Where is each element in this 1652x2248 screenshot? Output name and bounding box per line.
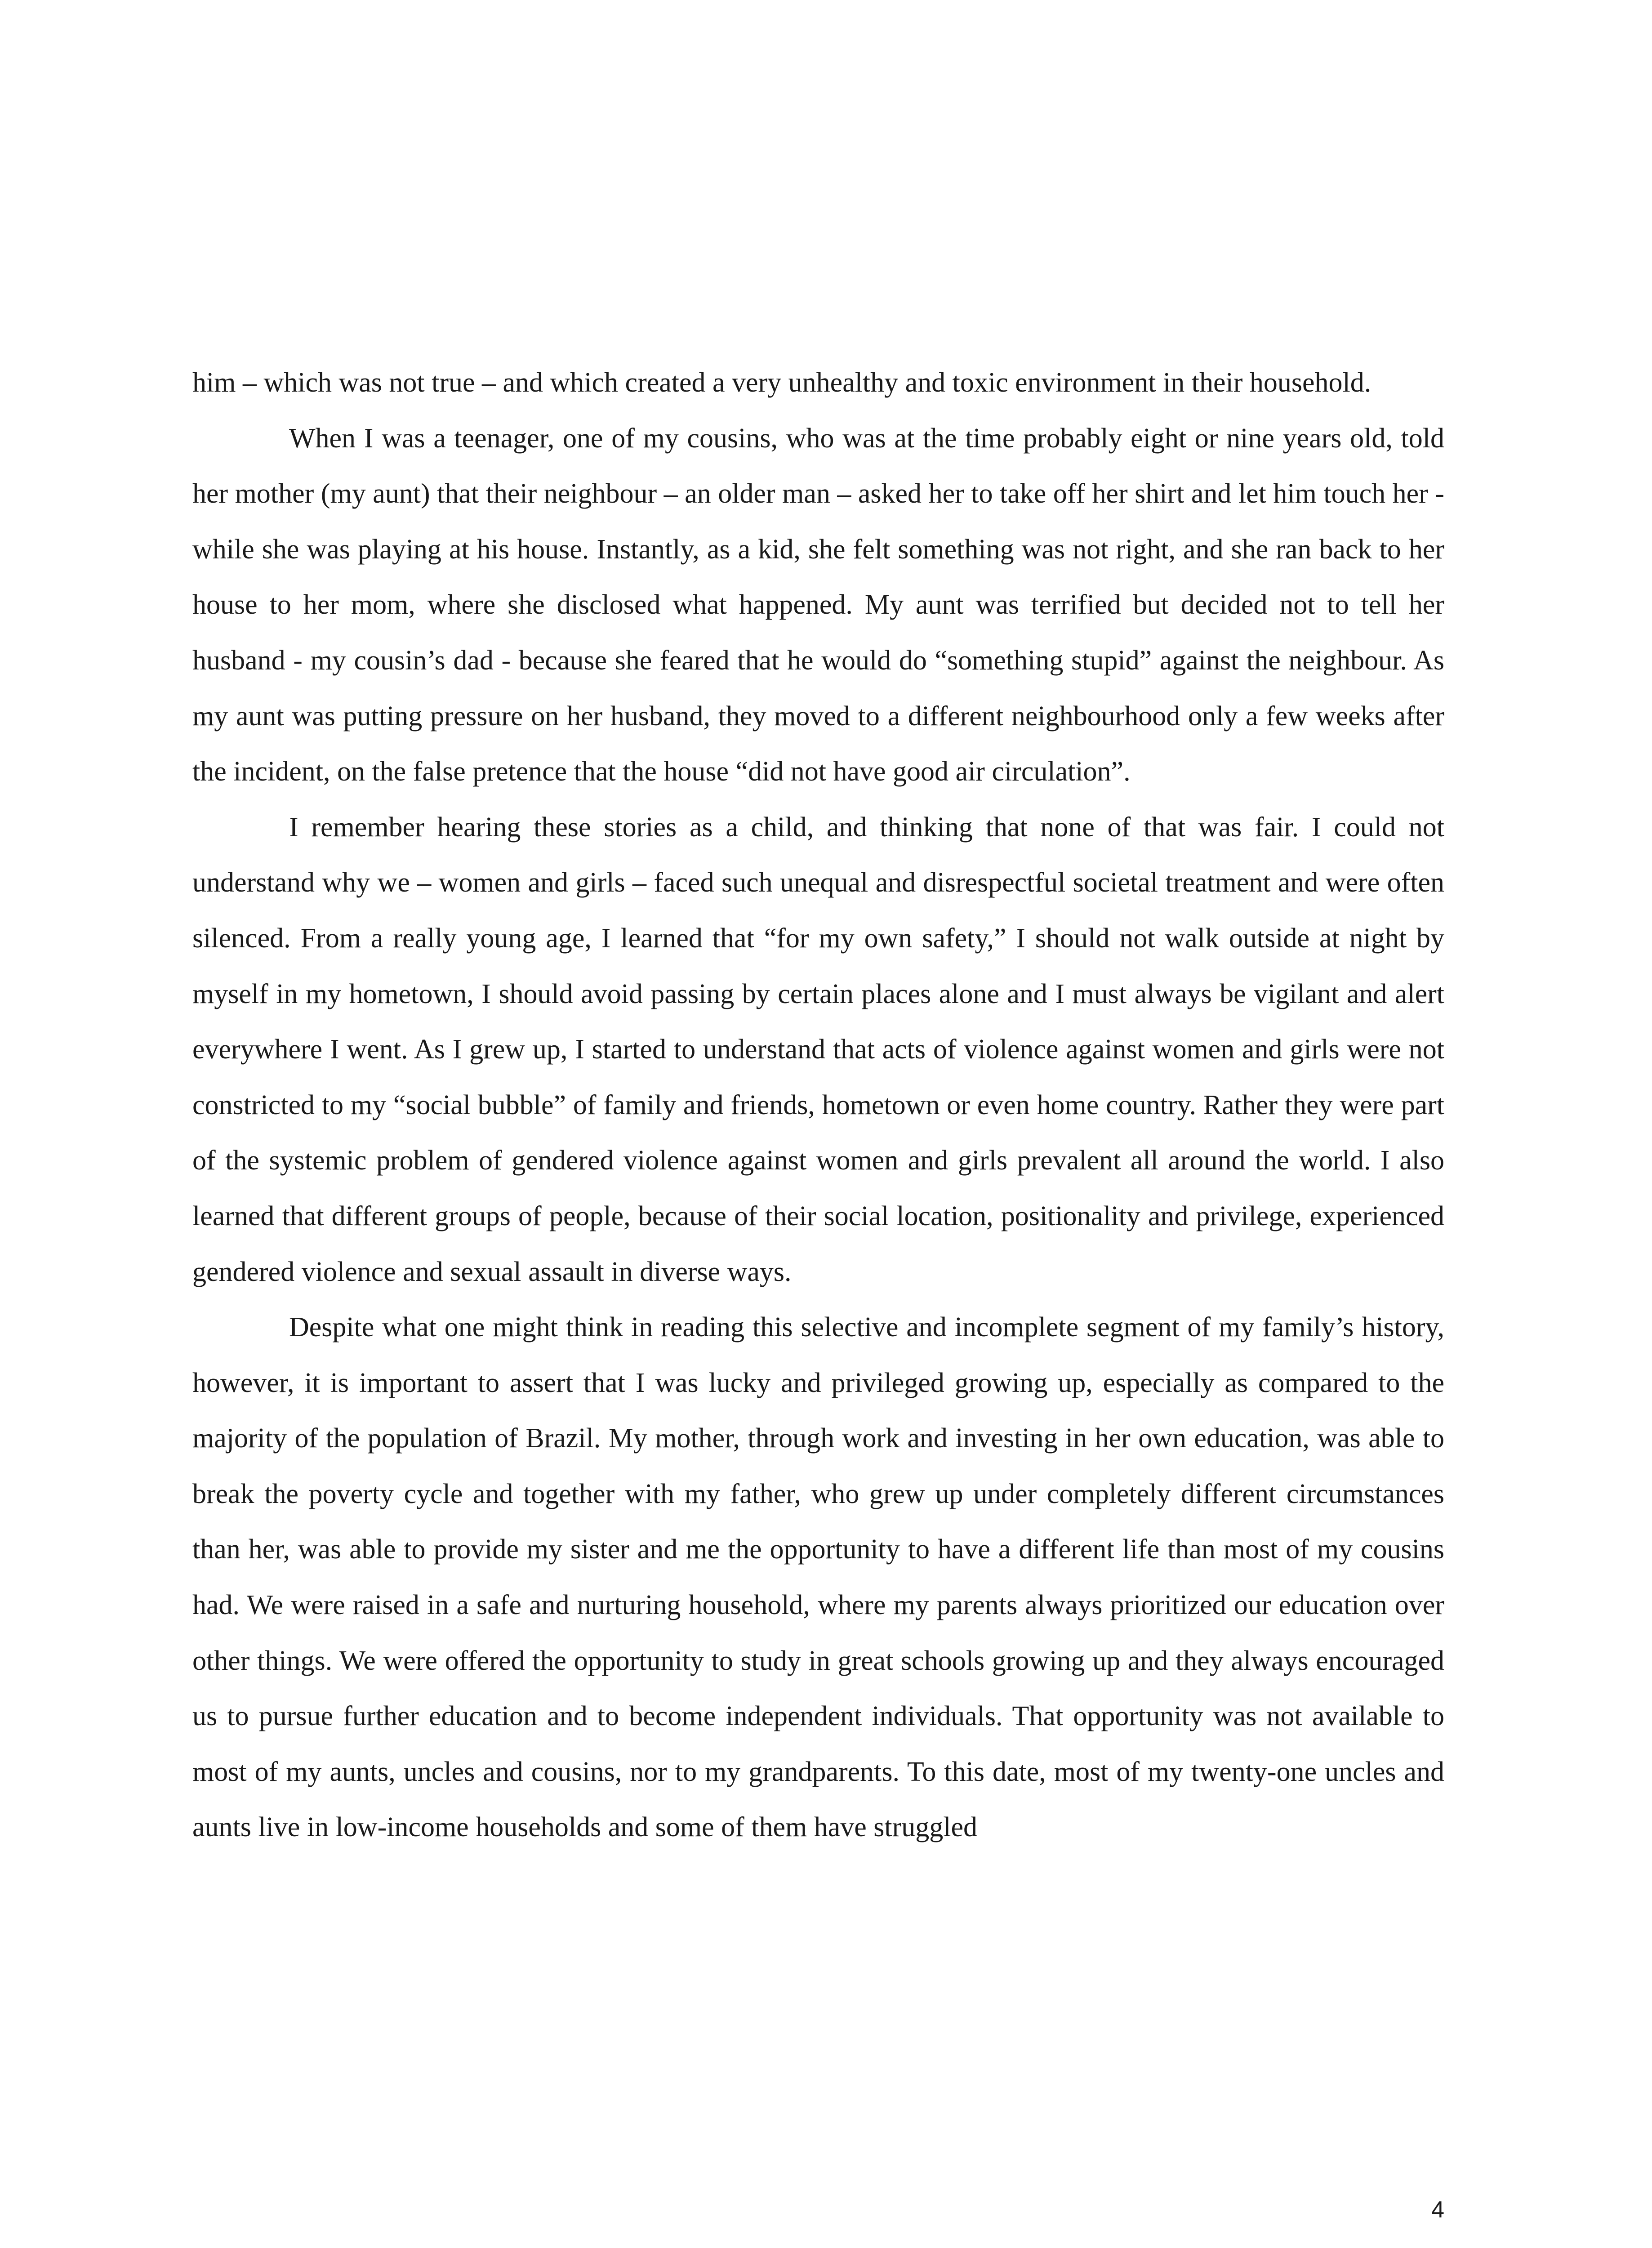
paragraph-3: I remember hearing these stories as a child, and thinking that none of that was fair. I could not understand why we – women and girls – faced such unequal and disrespectful societal treatment and were often silenced. From a really young age, I learned that “for my own safety,” I should not walk outside at night by myself in my hometown, I should avoid passing by certain places alone and I must always be vigilant and alert everywhere I went. As I grew up, I started to understand that acts of violence against women and girls were not constricted to my “social bubble” of family and friends, hometown or even home country. Rather they were part of the systemic problem of gendered violence against women and girls prevalent all around the world. I also learned that different groups of people, because of their social location, positionality and privilege, experienced gendered violence and sexual assault in diverse ways. (192, 812, 1444, 1287)
body-text (192, 355, 1444, 1855)
page-number: 4 (1431, 2197, 1444, 2223)
paragraph-4: Despite what one might think in reading this selective and incomplete segment of my family’s history, however, it is important to assert that I was lucky and privileged growing up, especially as compared to the majority of the population of Brazil. My mother, through work and investing in her own education, was able to break the poverty cycle and together with my father, who grew up under completely different circumstances than her, was able to provide my sister and me the opportunity to have a different life than most of my cousins had. We were raised in a safe and nurturing household, where my parents always prioritized our education over other things. We were offered the opportunity to study in great schools growing up and they always encouraged us to pursue further education and to become independent individuals. That opportunity was not available to most of my aunts, uncles and cousins, nor to my grandparents. To this date, most of my twenty-one uncles and aunts live in low-income households and some of them have struggled (192, 1312, 1444, 1843)
paragraph-2: When I was a teenager, one of my cousins, who was at the time probably eight or nine years old, told her mother (my aunt) that their neighbour – an older man – asked her to take off her shirt and let him touch her - while she was playing at his house. Instantly, as a kid, she felt something was not right, and she ran back to her house to her mom, where she disclosed what happened. My aunt was terrified but decided not to tell her husband - my cousin’s dad - because she feared that he would do “something stupid” against the neighbour. As my aunt was putting pressure on her husband, they moved to a different neighbourhood only a few weeks after the incident, on the false pretence that the house “did not have good air circulation”. (192, 423, 1444, 787)
paragraph-1: him – which was not true – and which created a very unhealthy and toxic environment in their household. (192, 367, 1371, 398)
